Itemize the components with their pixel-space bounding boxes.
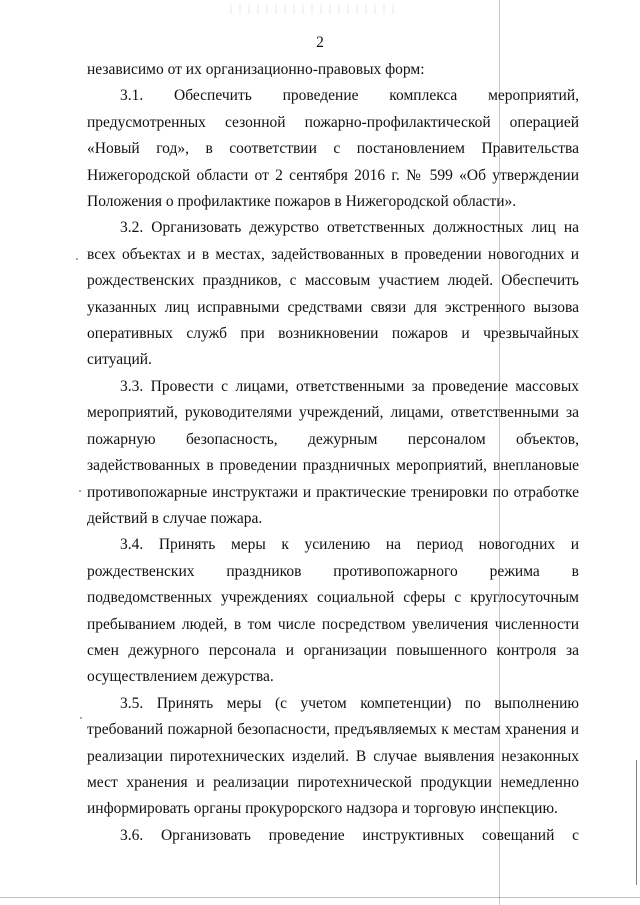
paragraph-3-2: 3.2. Организовать дежурство ответственных должностных лиц на всех объектах и в местах, задействованных в проведении новогодних и рождественских праздников, с массовым участием людей. Обеспечить указанных лиц исправными средствами связи для экстренного вызова оперативных служб при возникновении пожаров и чрезвычайных ситуаций. (87, 219, 579, 369)
scan-bottom-line (0, 897, 640, 898)
paragraph-3-3: 3.3. Провести с лицами, ответственными за проведение массовых мероприятий, руководителями учреждений, лицами, ответственными за пожарную безопасность, дежурным персоналом объектов, задействованных в проведении праздничных мероприятий, внеплановые противопожарные инструктажи и практические тренировки по отработке действий в случае пожара. (87, 377, 579, 527)
scan-artifact (230, 4, 400, 14)
paragraph-3-5: 3.5. Принять меры (с учетом компетенции) по выполнению требований пожарной безопасности, предъявляемых к местам хранения и реализации пиротехнических изделий. В случае выявления незаконных мест хранения и реализации пиротехнической продукции немедленно информировать органы прокурорского надзора и торговую инспекцию. (87, 694, 579, 818)
scan-speck (79, 490, 81, 492)
paragraph-intro: независимо от их организационно-правовых форм: (87, 61, 425, 78)
document-body (87, 57, 579, 849)
scan-speck (76, 258, 78, 260)
scan-speck (80, 717, 82, 719)
scan-edge-mark (636, 760, 637, 885)
paragraph-3-1: 3.1. Обеспечить проведение комплекса мероприятий, предусмотренных сезонной пожарно-профилактической операцией «Новый год», в соответствии с постановлением Правительства Нижегородской области от 2 сентября 2016 г. № 599 «Об утверждении Положения о профилактике пожаров в Нижегородской области». (87, 87, 579, 211)
paragraph-3-4: 3.4. Принять меры к усилению на период новогодних и рождественских праздников противопожарного режима в подведомственных учреждениях социальной сферы с круглосуточным пребыванием людей, в том числе посредством увеличения численности смен дежурного персонала и организации повышенного контроля за осуществлением дежурства. (87, 536, 579, 686)
page-number: 2 (316, 34, 324, 51)
paragraph-3-6: 3.6. Организовать проведение инструктивных совещаний с (120, 826, 579, 844)
